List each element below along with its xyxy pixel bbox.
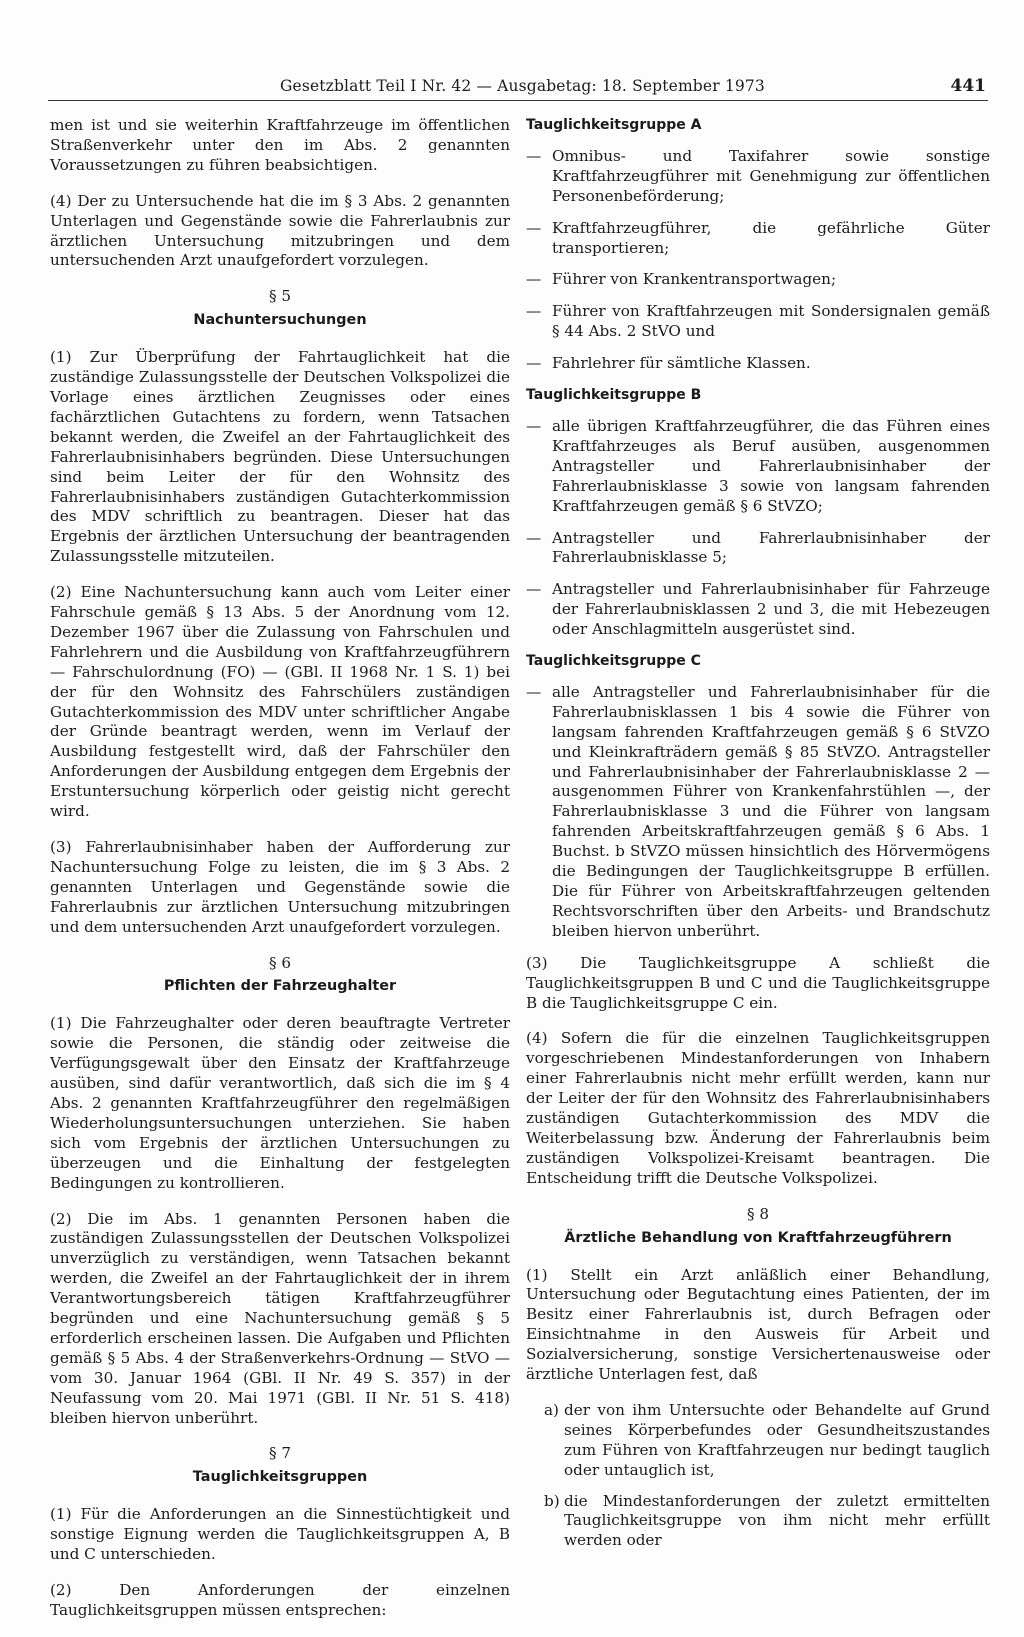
group-c-list: [526, 683, 990, 942]
section-title-7: Tauglichkeitsgruppen: [192, 1469, 368, 1486]
paragraph-s6-1: (1) Die Fahrzeughalter oder deren beauftragte Vertreter sowie die Personen, die ständig oder zeitweise die Verfügungsgewalt über den Einsatz der Kraftfahrzeuge ausüben, sind dafür verantwortlich, daß sich die im § 4 Abs. 2 genannten Kraftfahrzeugführer den regelmäßigen Wiederholungsuntersuchungen unterziehen. Sie haben sich vom Ergebnis der ärztlichen Untersuchungen zu überzeugen und die Einhaltung der festgelegten Bedingungen zu kontrollieren.: [50, 1014, 510, 1192]
header-rule: [48, 100, 988, 101]
page-number: 441: [950, 76, 986, 96]
section-number-8: § 8: [746, 1204, 770, 1223]
paragraph-s5-3: (3) Fahrerlaubnisinhaber haben der Aufforderung zur Nachuntersuchung Folge zu leisten, die im § 3 Abs. 2 genannten Unterlagen und Gegenstände sowie die Fahrerlaubnis zur ärztlichen Untersuchung mitzubringen und dem untersuchenden Arzt unaufgefordert vorzulegen.: [50, 838, 510, 936]
paragraph-s6-2: (2) Die im Abs. 1 genannten Personen haben die zuständigen Zulassungsstellen der Deutschen Volkspolizei unverzüglich zu verständigen, wenn Tatsachen bekannt werden, die Zweifel an der Fahrtauglichkeit der in ihrem Verantwortungsbereich tätigen Kraftfahrzeugführer begründen und eine Nachuntersuchung gemäß § 5 erforderlich erscheinen lassen. Die Aufgaben und Pflichten gemäß § 5 Abs. 4 der Straßenverkehrs-Ordnung — StVO — vom 30. Januar 1964 (GBl. II Nr. 49 S. 357) in der Neufassung vom 20. Mai 1971 (GBl. II Nr. 51 S. 418) bleiben hiervon unberührt.: [50, 1209, 510, 1427]
paragraph-s7-4: (4) Sofern die für die einzelnen Tauglichkeitsgruppen vorgeschriebenen Mindestanforderungen von Inhabern einer Fahrerlaubnis nicht mehr erfüllt werden, kann nur der Leiter der für den Wohnsitz des Fahrerlaubnisinhabers zuständigen Gutachterkommission des MDV die Weiterbelassung bzw. Änderung der Fahrerlaubnis beim zuständigen Volkspolizei-Kreisamt beantragen. Die Entscheidung trifft die Deutsche Volkspolizei.: [526, 1029, 990, 1187]
running-title: Gesetzblatt Teil I Nr. 42 — Ausgabetag: 18. September 1973: [280, 77, 765, 95]
paragraph-s4-4: (4) Der zu Untersuchende hat die im § 3 Abs. 2 genannten Unterlagen und Gegenstände sowie die Fahrerlaubnis zur ärztlichen Untersuchung mitzubringen und dem untersuchenden Arzt unaufgefordert vorzulegen.: [50, 191, 510, 270]
list-item: b) die Mindestanforderungen der zuletzt ermittelten Tauglichkeitsgruppe von ihm nicht mehr erfüllt werden oder: [544, 1491, 990, 1550]
list-item: — alle übrigen Kraftfahrzeugführer, die das Führen eines Kraftfahrzeuges als Beruf ausüben, ausgenommen Antragsteller und Fahrerlaubnisinhaber der Fahrerlaubnisklasse 3 sowie von langsam fahrenden Kraftfahrzeugen gemäß § 6 StVZO;: [526, 416, 990, 515]
section-title-8: Ärztliche Behandlung von Kraftfahrzeugführern: [564, 1229, 952, 1246]
paragraph-s5-1: (1) Zur Überprüfung der Fahrtauglichkeit hat die zuständige Zulassungsstelle der Deutschen Volkspolizei die Vorlage eines ärztlichen Zeugnisses oder eines fachärztlichen Gutachtens zu fordern, wenn Tatsachen bekannt werden, die Zweifel an der Fahrtauglichkeit des Fahrerlaubnisinhabers begründen. Diese Untersuchungen sind beim Leiter der für den Wohnsitz des Fahrerlaubnisinhabers zuständigen Gutachterkommission des MDV schriftlich zu beantragen. Dieser hat das Ergebnis der ärztlichen Untersuchung der beantragenden Zulassungsstelle mitzuteilen.: [50, 348, 510, 566]
group-a-list: [526, 147, 990, 374]
list-item: — Führer von Krankentransportwagen;: [526, 270, 837, 289]
list-item: — Kraftfahrzeugführer, die gefährliche Güter transportieren;: [526, 218, 990, 257]
list-item: — Antragsteller und Fahrerlaubnisinhaber der Fahrerlaubnisklasse 5;: [526, 528, 990, 567]
group-a-heading: Tauglichkeitsgruppe A: [526, 117, 702, 133]
group-c-heading: Tauglichkeitsgruppe C: [526, 653, 701, 670]
paragraph-s8-1: (1) Stellt ein Arzt anläßlich einer Behandlung, Untersuchung oder Begutachtung eines Patienten, der im Besitz einer Fahrerlaubnis ist, durch Befragen oder Einsichtnahme in den Ausweis für Arbeit und Sozialversicherung, sonstige Versichertenausweise oder ärztliche Unterlagen fest, daß: [526, 1265, 990, 1384]
paragraph-s7-2: (2) Den Anforderungen der einzelnen Tauglichkeitsgruppen müssen entsprechen:: [50, 1581, 510, 1619]
paragraph-s5-2: (2) Eine Nachuntersuchung kann auch vom Leiter einer Fahrschule gemäß § 13 Abs. 5 der Anordnung vom 12. Dezember 1967 über die Zulassung von Fahrschulen und Fahrlehrern und die Ausbildung von Kraftfahrzeugführern — Fahrschulordnung (FO) — (GBl. II 1968 Nr. 1 S. 1) bei der für den Wohnsitz des Fahrschülers zuständigen Gutachterkommission des MDV unter schriftlicher Angabe der Gründe beantragt werden, wenn im Verlauf der Ausbildung festgestellt wird, daß der Fahrschüler den Anforderungen der Ausbildung entgegen dem Ergebnis der Erstuntersuchung körperlich oder geistig nicht gerecht wird.: [50, 583, 510, 821]
list-item: a) der von ihm Untersuchte oder Behandelte auf Grund seines Körperbefundes oder Gesundheitszustandes zum Führen von Kraftfahrzeugen nur bedingt tauglich oder untauglich ist,: [544, 1400, 990, 1479]
right-column: [526, 116, 990, 1562]
list-item: — alle Antragsteller und Fahrerlaubnisinhaber für die Fahrerlaubnisklassen 1 bis 4 sowie die Führer von langsam fahrenden Kraftfahrzeugen gemäß § 6 StVZO und Kleinkrafträdern gemäß § 85 StVZO. Antragsteller und Fahrerlaubnisinhaber der Fahrerlaubnisklasse 2 — ausgenommen Führer von Krankenfahrstühlen —, der Fahrerlaubnisklasse 3 und die Führer von langsam fahrenden Arbeitskraftfahrzeugen gemäß § 6 Abs. 1 Buchst. b StVZO müssen hinsichtlich des Hörvermögens die Bedingungen der Tauglichkeitsgruppe B erfüllen. Die für Führer von Arbeitskraftfahrzeugen geltenden Rechtsvorschriften über den Arbeits- und Brandschutz bleiben hiervon unberührt.: [526, 682, 990, 940]
list-item: — Fahrlehrer für sämtliche Klassen.: [526, 354, 811, 373]
list-item: — Omnibus- und Taxifahrer sowie sonstige Kraftfahrzeugführer mit Genehmigung zur öffentlichen Personenbeförderung;: [526, 146, 990, 205]
section-number-5: § 5: [268, 287, 292, 306]
list-item: — Führer von Kraftfahrzeugen mit Sondersignalen gemäß § 44 Abs. 2 StVO und: [526, 302, 990, 341]
group-b-heading: Tauglichkeitsgruppe B: [526, 387, 702, 404]
section-title-5: Nachuntersuchungen: [193, 312, 367, 329]
section-number-6: § 6: [268, 953, 292, 972]
left-column: [50, 116, 510, 1637]
section-number-7: § 7: [268, 1444, 292, 1463]
paragraph-s7-1: (1) Für die Anforderungen an die Sinnestüchtigkeit und sonstige Eignung werden die Tauglichkeitsgruppen A, B und C unterschieden.: [50, 1505, 510, 1564]
paragraph-continued: men ist und sie weiterhin Kraftfahrzeuge im öffentlichen Straßenverkehr unter den im Abs. 2 genannten Voraussetzungen zu führen beabsichtigen.: [50, 116, 510, 174]
section-title-6: Pflichten der Fahrzeughalter: [163, 978, 397, 995]
paragraph-s7-3: (3) Die Tauglichkeitsgruppe A schließt die Tauglichkeitsgruppen B und C und die Tauglichkeitsgruppe B die Tauglichkeitsgruppe C ein.: [526, 953, 990, 1012]
list-item: — Antragsteller und Fahrerlaubnisinhaber für Fahrzeuge der Fahrerlaubnisklassen 2 und 3, die mit Hebezeugen oder Anschlagmitteln ausgerüstet sind.: [526, 580, 990, 639]
group-b-list: [526, 417, 990, 640]
